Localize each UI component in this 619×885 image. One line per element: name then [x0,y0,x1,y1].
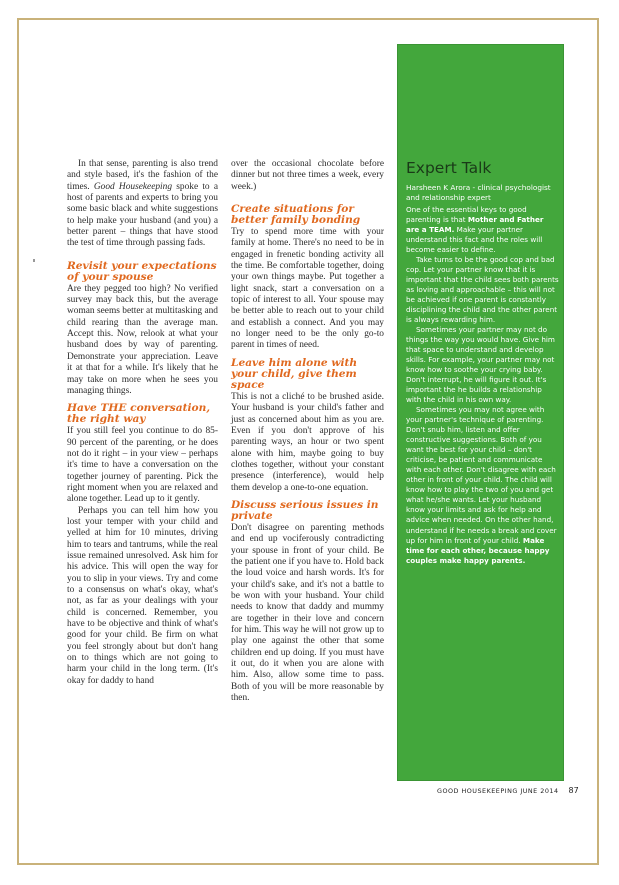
folio-text: GOOD HOUSEKEEPING JUNE 2014 [437,787,559,795]
paragraph-bonding: Try to spend more time with your family at home. There's no need to be in engaged in frenetic bonding activity all the time. Be comfortable together, doing your own things maybe. Put together a light snack, start a conversation on a topic of interest to all. Your spouse may be better able to reach out to your child and establish a connect. And you may no longer need to be the only go-to parent in times of need. [231,227,384,351]
sidebar-title: Expert Talk [406,159,492,177]
paragraph-space: This is not a cliché to be brushed aside. Your husband is your child's father and just as concerned about him as you are. Even if you don't approve of his parenting ways, an hour or two spent alone with him, maybe going to buy clothes together, without your constant presence (interference), would help them develop a one-to-one equation. [231,391,384,493]
scan-speck [33,259,35,262]
expert-talk-sidebar [397,44,564,781]
page-folio [437,786,579,795]
heading-discuss-private: Discuss serious issues in private [231,498,379,522]
sidebar-paragraph-2: Take turns to be the good cop and bad cop. Let your partner know that it is important that the child sees both parents as loving and approachable – this will not be achieved if one parent is constantly disciplining the child and the other parent is always rewarding him. [406,255,559,325]
sidebar-paragraph-1: One of the essential keys to good parenting is that Mother and Father are a TEAM. Make your partner understand this fact and the roles will become easier to define. [406,205,544,255]
heading-have-conversation: Have THE conversation, the right way [67,402,211,426]
paragraph-expectations: Are they pegged too high? No verified survey may back this, but the average woman seems better at multitasking and child rearing than the average man. Accept this. Now, relook at what your husband does by way of parenting. Demonstrate your appreciation. Leave it at that for a while. It's likely that he may take on more when he sees you managing things. [67,283,218,396]
sidebar-paragraph-3: Sometimes your partner may not do things the way you would have. Give him that space to understand and develop skills. For example, your partner may not know how to soothe your crying baby. Don't interrupt, he will figure it out. It's important the he builds a relationship with the child in his own way. [406,325,555,405]
paragraph-private: Don't disagree on parenting methods and end up vociferously contradicting your spouse in front of your child. Be the patient one if you have to. Hold back the loud voice and harsh words. It's for your child's sake, and it's not a battle to be won with your husband. Your child needs to know that daddy and mummy are together in their love and concern for him. This way he will not grow up to play one against the other that some children end up doing. If you must have it out, do it when you are alone with him. Also, allow some time to pass. Both of you will be more reasonable by then. [231,522,384,704]
sidebar-paragraph-4: Sometimes you may not agree with your partner's technique of parenting. Don't snub him, listen and offer constructive suggestions. Both of you want the best for your child – don't criticise, be patient and communicate with each other. Don't disagree with each other in front of your child. The child will know how to play the two of you and get what he/she wants. Let your husband know your limits and ask for help and advice when needed. On the other hand, understand if he needs a break and cover up for him in front of your child. Make time for each other, because happy couples make happy parents. [406,405,557,565]
sidebar-byline: Harsheen K Arora - clinical psychologist and relationship expert [406,183,551,202]
heading-revisit-expectations: Revisit your expectations of your spouse [67,259,217,283]
intro-paragraph: In that sense, parenting is also trend and style based, it's the fashion of the times. Good Housekeeping spoke to a host of parents and experts to bring you some basic black and white suggestions to help make your husband (and you) a better parent – things that have stood the test of time through passing fads. [67,159,218,249]
page-number: 87 [568,786,579,795]
paragraph-temper: Perhaps you can tell him how you lost your temper with your child and yelled at him for 10 minutes, driving him to tears and tantrums, while the real issue remained unresolved. Ask him for his advice. This will open the way for you to slip in your views. Try and come to a consensus on what's okay, what's not, as far as your dealings with your child is concerned. Remember, you have to be objective and think of what's good for your child. Be firm on what you feel strongly about but don't hang on to things which are not going to harm your child in the long term. (It's okay for daddy to hand [67,505,218,686]
heading-family-bonding: Create situations for better family bonding [231,203,361,227]
article-column-1 [67,159,218,687]
sidebar-body [406,205,559,566]
article-column-2 [231,159,384,704]
paragraph-conversation: If you still feel you continue to do 85-90 percent of the parenting, or he does not do it right – in your view – perhaps it's time to have a conversation on the together journey of parenting. Pick the right moment when you are relaxed and alone together. Lead up to it gently. [67,426,218,505]
heading-leave-him-alone: Leave him alone with your child, give them space [231,356,358,391]
paragraph-chocolate: over the occasional chocolate before dinner but not three times a week, every week.) [231,159,384,192]
